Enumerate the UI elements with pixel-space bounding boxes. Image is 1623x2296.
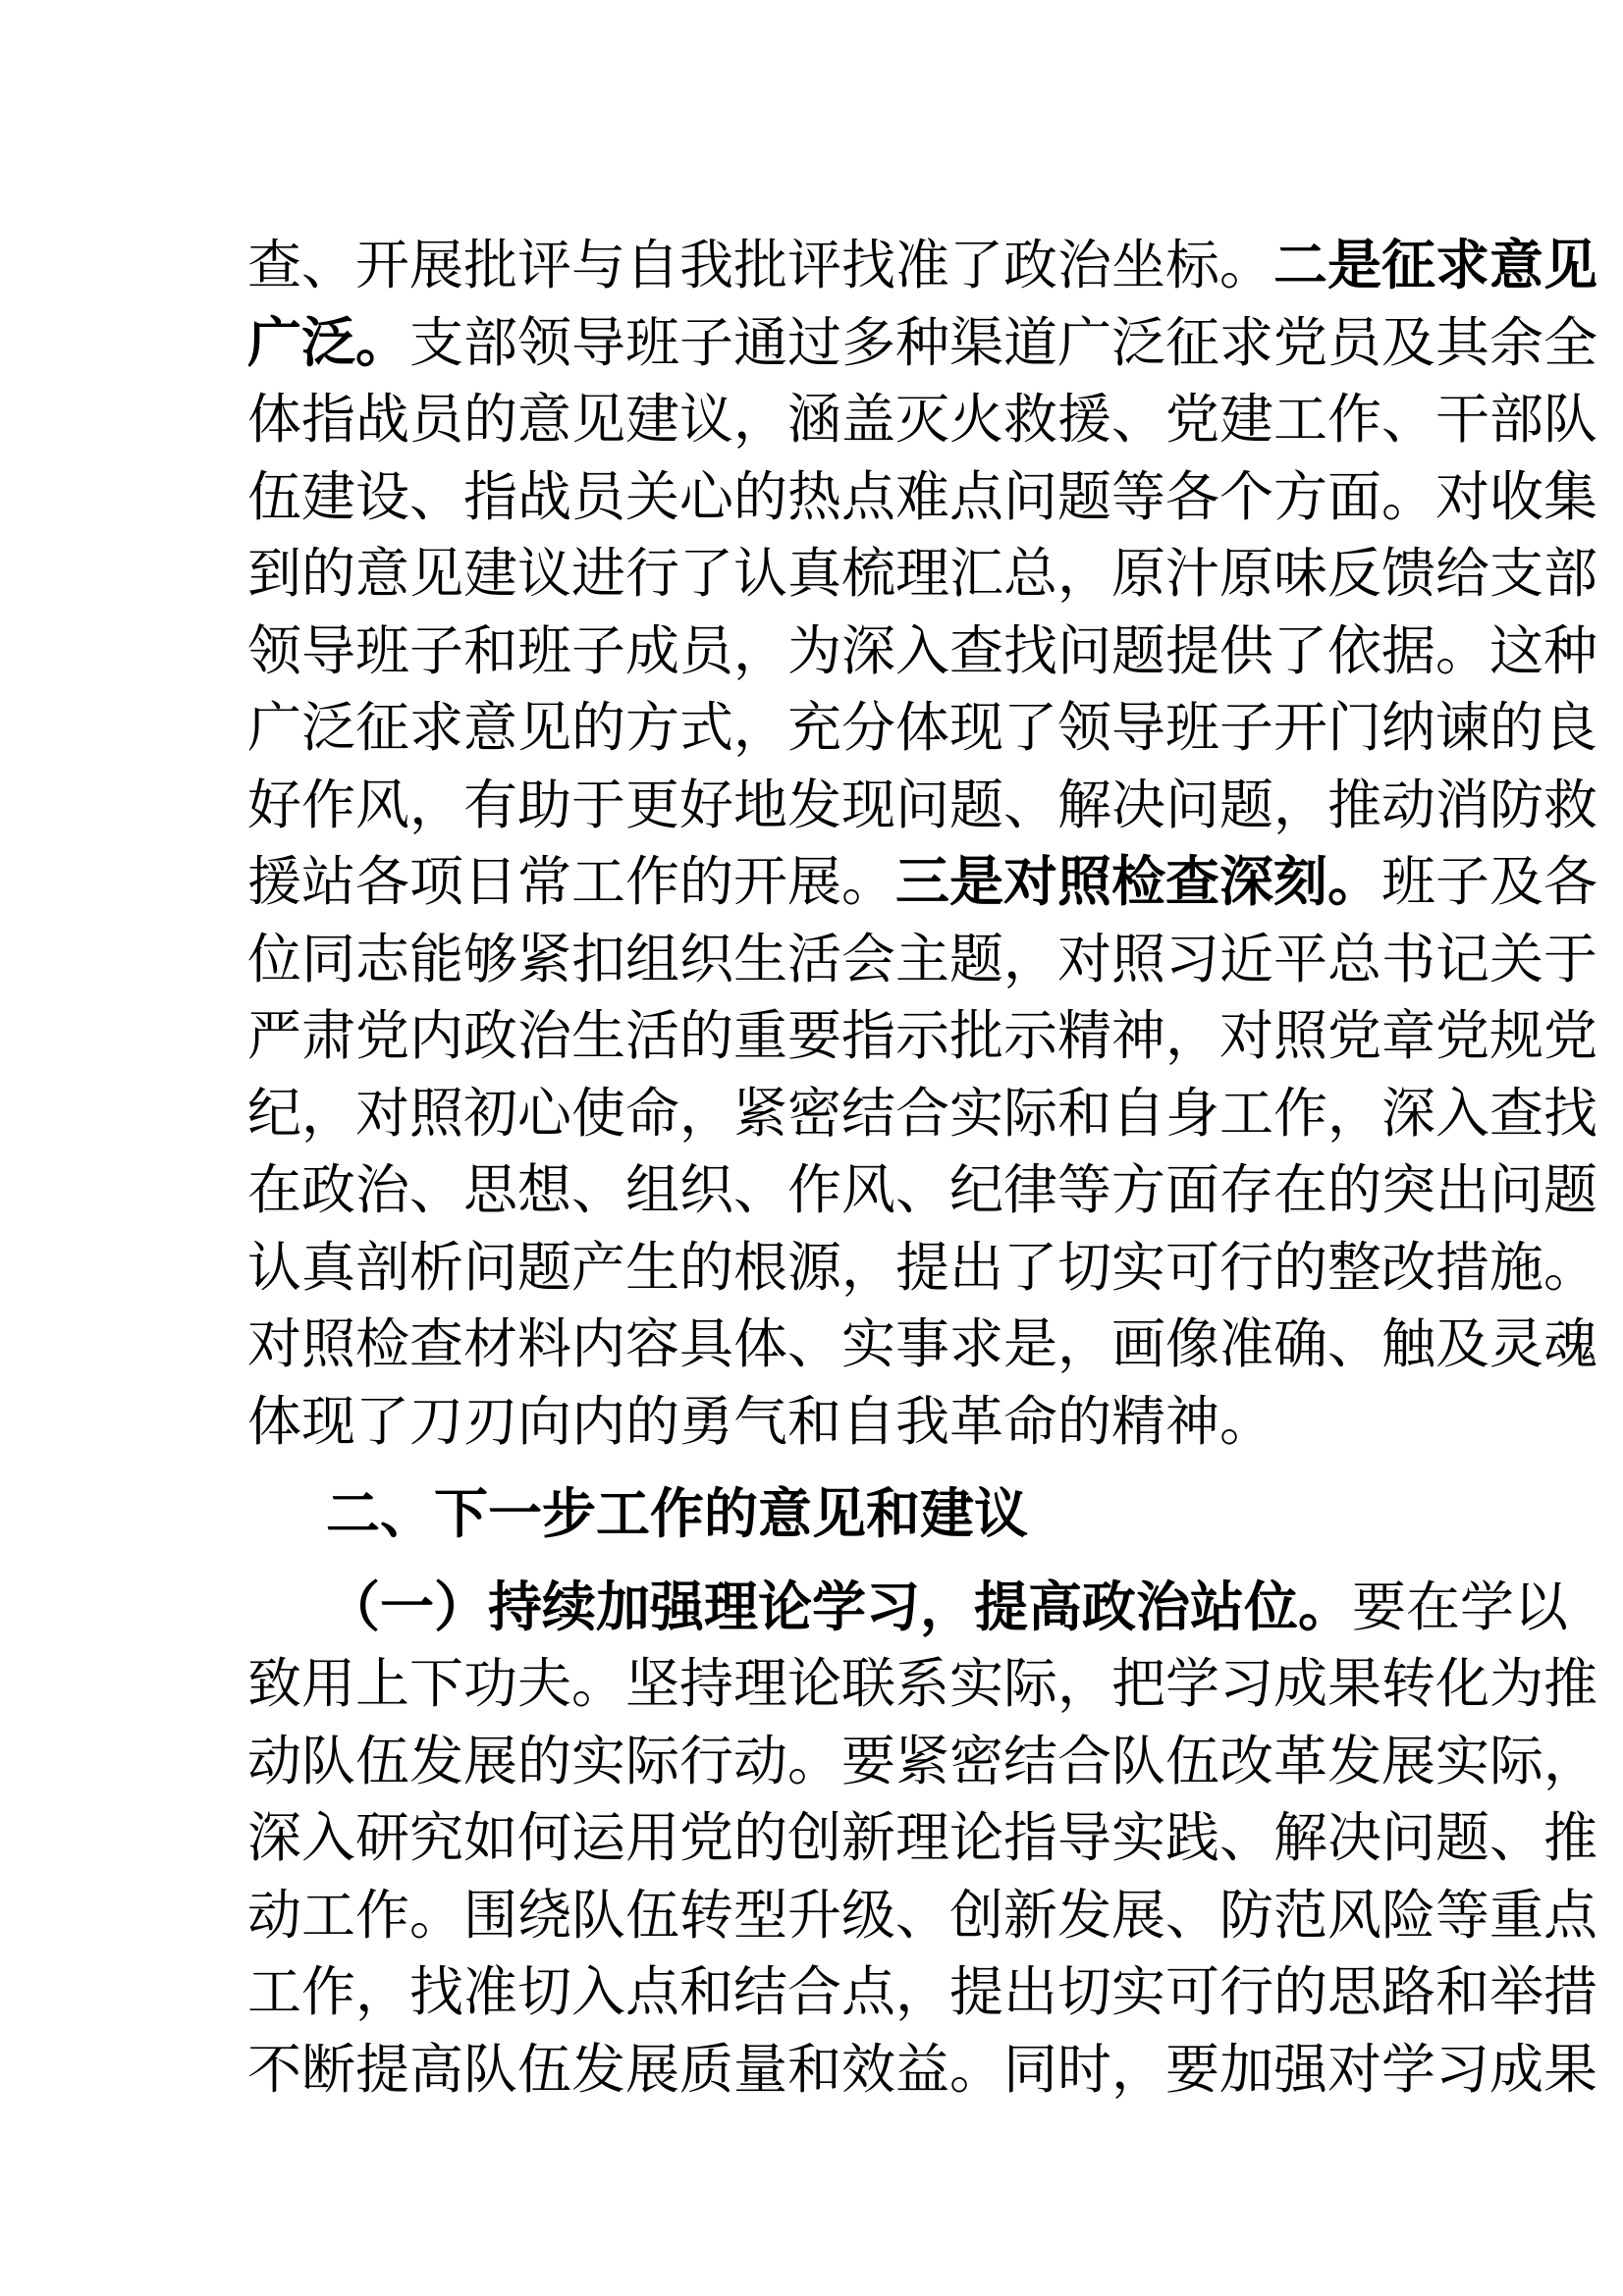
text-line: 工作，找准切入点和结合点，提出切实可行的思路和举措 bbox=[247, 1960, 1598, 2023]
text-line: 广泛征求意见的方式，充分体现了领导班子开门纳谏的良 bbox=[247, 696, 1598, 759]
bold-point-two: 二是征求意见 bbox=[1273, 234, 1598, 296]
text-line: 动工作。围绕队伍转型升级、创新发展、防范风险等重点 bbox=[247, 1883, 1598, 1947]
text-line: 对照检查材料内容具体、实事求是，画像准确、触及灵魂 bbox=[247, 1312, 1598, 1375]
text-line: 深入研究如何运用党的创新理论指导实践、解决问题、推 bbox=[247, 1806, 1598, 1869]
text-line: 查、开展批评与自我批评找准了政治坐标。 二是征求意见 bbox=[247, 227, 1386, 304]
bold-point-two-cont: 广泛。 bbox=[247, 310, 410, 374]
paragraph-suggestion-1 bbox=[247, 1569, 1598, 2109]
text-line: 好作风，有助于更好地发现问题、解决问题，推动消防救 bbox=[247, 773, 1598, 836]
paragraph-evaluation bbox=[247, 227, 1598, 1460]
document-page bbox=[247, 227, 1598, 2108]
text-line: 严肃党内政治生活的重要指示批示精神，对照党章党规党 bbox=[247, 1004, 1598, 1067]
text-line: 伍建设、指战员关心的热点难点问题等各个方面。对收集 bbox=[247, 464, 1598, 528]
text-line: 在政治、思想、组织、作风、纪律等方面存在的突出问题 bbox=[247, 1158, 1598, 1221]
text-line: 致用上下功夫。坚持理论联系实际，把学习成果转化为推 bbox=[247, 1652, 1598, 1715]
text-line: 体指战员的意见建议，涵盖灭火救援、党建工作、干部队 bbox=[247, 388, 1598, 451]
text-line: 广泛。 支部领导班子通过多种渠道广泛征求党员及其余全 bbox=[247, 304, 1386, 382]
subheading-bold: （一）持续加强理论学习，提高政治站位。 bbox=[326, 1575, 1353, 1638]
text-line: 领导班子和班子成员，为深入查找问题提供了依据。这种 bbox=[247, 618, 1598, 682]
text-line: 援站各项日常工作的开展。 三是对照检查深刻。 班子及各 bbox=[247, 843, 1386, 921]
text-line: 到的意见建议进行了认真梳理汇总，原汁原味反馈给支部 bbox=[247, 542, 1598, 605]
text-line: 纪，对照初心使命，紧密结合实际和自身工作，深入查找 bbox=[247, 1081, 1598, 1145]
text-line: 动队伍发展的实际行动。要紧密结合队伍改革发展实际， bbox=[247, 1729, 1598, 1792]
text-line: 位同志能够紧扣组织生活会主题，对照习近平总书记关于 bbox=[247, 927, 1598, 990]
section-heading: 二、下一步工作的意见和建议 bbox=[326, 1482, 1029, 1545]
text-line: 不断提高队伍发展质量和效益。同时，要加强对学习成果 bbox=[247, 2037, 1598, 2101]
text-line: （一）持续加强理论学习，提高政治站位。 要在学以 bbox=[247, 1569, 1386, 1646]
text-line: 体现了刀刃向内的勇气和自我革命的精神。 bbox=[247, 1389, 1274, 1453]
text-line: 认真剖析问题产生的根源，提出了切实可行的整改措施。 bbox=[247, 1235, 1598, 1299]
line-tail-text: 班子及各 bbox=[1381, 850, 1598, 913]
bold-point-three: 三是对照检查深刻。 bbox=[895, 850, 1382, 913]
